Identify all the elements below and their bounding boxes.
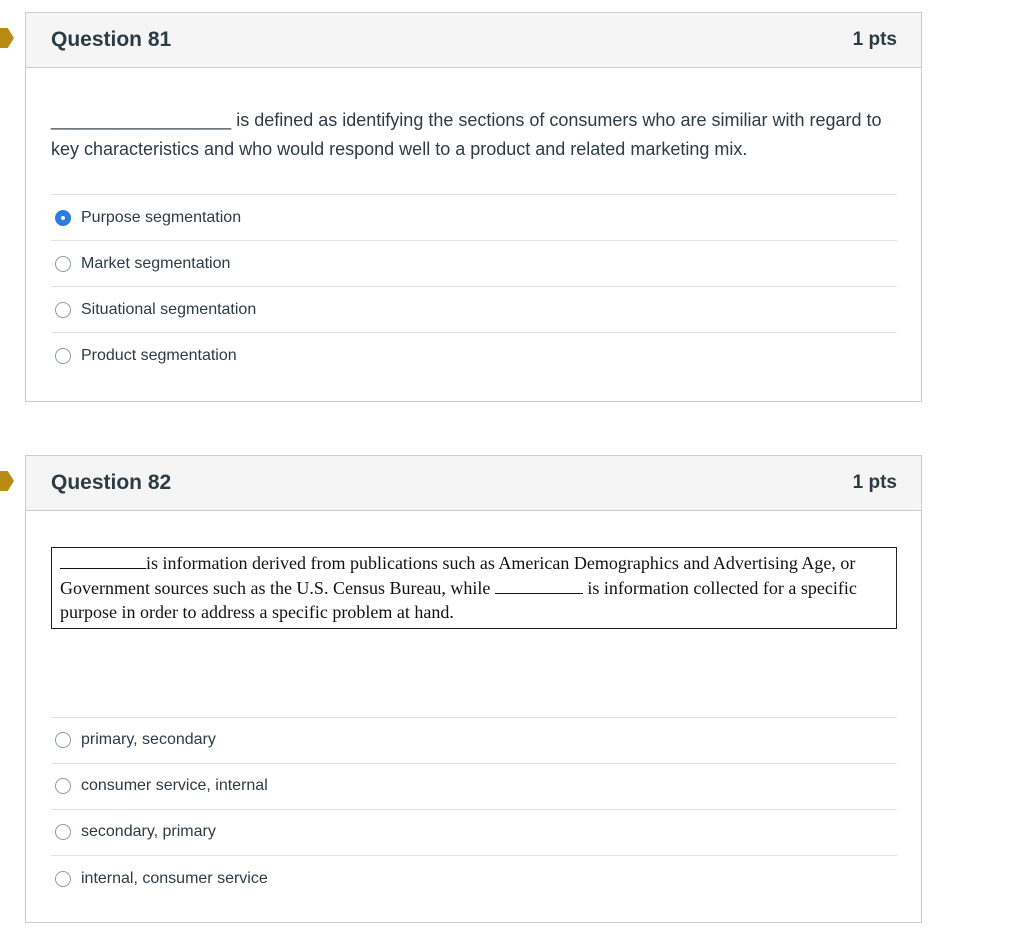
answer-option[interactable] (51, 241, 897, 287)
question-points: 1 pts (852, 29, 897, 50)
answer-label[interactable]: Market segmentation (81, 254, 231, 272)
answer-list (51, 194, 897, 379)
question-header (26, 456, 921, 511)
question-text (51, 106, 897, 164)
question-blank: __________________ (51, 110, 232, 130)
question-flag-marker (0, 28, 14, 48)
answer-option[interactable] (51, 810, 897, 856)
answer-label[interactable]: Situational segmentation (81, 300, 257, 318)
answer-option[interactable] (51, 333, 897, 379)
answer-label[interactable]: primary, secondary (81, 731, 216, 748)
question-title: Question 82 (51, 471, 172, 494)
radio-selected-icon[interactable] (55, 210, 71, 226)
answer-label[interactable]: consumer service, internal (81, 777, 268, 794)
radio-icon[interactable] (55, 871, 71, 887)
answer-label[interactable]: secondary, primary (81, 823, 216, 840)
question-text-part1: is information derived from publications such as American Demographics and Advertising Age, or Government sources such as the U.S. Census Bureau, while (60, 553, 856, 598)
answer-option[interactable] (51, 764, 897, 810)
answer-option[interactable] (51, 287, 897, 333)
question-points: 1 pts (852, 472, 897, 493)
question-card-82 (25, 455, 922, 923)
answer-option[interactable] (51, 856, 897, 902)
answer-list (51, 717, 897, 902)
question-text-box (51, 547, 897, 629)
question-flag-marker (0, 471, 14, 491)
question-card-81 (25, 12, 922, 402)
answer-label[interactable]: internal, consumer service (81, 869, 268, 887)
radio-icon[interactable] (55, 256, 71, 272)
radio-icon[interactable] (55, 302, 71, 318)
radio-icon[interactable] (55, 348, 71, 364)
question-text-part2: is information collected for a specific purpose in order to address a specific problem at hand. (60, 577, 857, 622)
radio-icon[interactable] (55, 824, 71, 840)
answer-label[interactable]: Product segmentation (81, 347, 237, 364)
question-title: Question 81 (51, 28, 172, 51)
answer-label[interactable]: Purpose segmentation (81, 208, 242, 226)
question-blank (60, 552, 146, 569)
radio-icon[interactable] (55, 732, 71, 748)
answer-option[interactable] (51, 718, 897, 764)
radio-icon[interactable] (55, 778, 71, 794)
answer-option[interactable] (51, 195, 897, 241)
question-header (26, 13, 921, 68)
question-blank (495, 577, 583, 594)
question-text-body: is defined as identifying the sections of consumers who are similiar with regard to key characteristics and who would respond well to a product and related marketing mix. (51, 110, 882, 159)
